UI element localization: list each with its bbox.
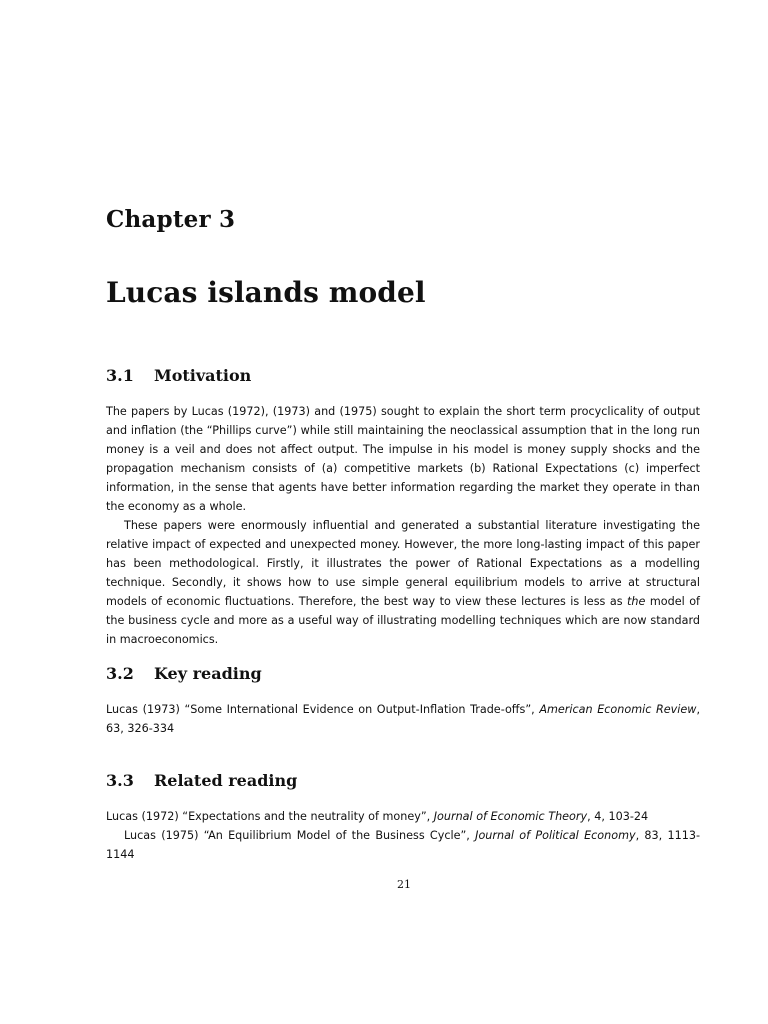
journal-name: American Economic Review: [539, 703, 697, 716]
section-title: Related reading: [154, 771, 298, 790]
section-number: 3.1: [106, 366, 134, 385]
paragraph-text: model of the business cycle and more as a useful way of illustrating modelling techniques which are now standard in macroeconomics.: [106, 595, 700, 646]
reference-text: Lucas (1972) “Expectations and the neutrality of money”,: [106, 810, 434, 823]
paragraph: The papers by Lucas (1972), (1973) and (1975) sought to explain the short term procyclicality of output and inflation (the “Phillips curve”) while still maintaining the neoclassical assumption that in the long run money is a veil and does not affect output. The impulse in his model is money supply shocks and the propagation mechanism consists of (a) competitive markets (b) Rational Expectations (c) imperfect information, in the sense that agents have better information regarding the market they operate in than the economy as a whole.: [106, 405, 700, 513]
related-reading-body: [106, 807, 700, 864]
reference-text: Lucas (1973) “Some International Evidence on Output-Inflation Trade-offs”,: [106, 703, 540, 716]
section-heading-motivation: [106, 366, 251, 385]
paragraph: [106, 516, 700, 649]
reference-text: , 4, 103-24: [587, 810, 649, 823]
key-reading-body: [106, 700, 700, 738]
emphasis-text: the: [627, 595, 646, 608]
section-title: Motivation: [154, 366, 252, 385]
chapter-label: Chapter 3: [106, 206, 236, 233]
reference-item: [106, 826, 700, 864]
section-number: 3.3: [106, 771, 134, 790]
paragraph-text: These papers were enormously influential and generated a substantial literature investigating the relative impact of expected and unexpected money. However, the more long-lasting impact of this paper has been methodological. Firstly, it illustrates the power of Rational Expectations as a modelling technique. Secondly, it shows how to use simple general equilibrium models to arrive at structural models of economic fluctuations. Therefore, the best way to view these lectures is less as: [106, 519, 700, 608]
page-number: 21: [397, 878, 411, 891]
section-heading-key-reading: [106, 664, 262, 683]
reference-text: , 63, 326-334: [106, 703, 700, 735]
section-number: 3.2: [106, 664, 134, 683]
section-heading-related-reading: [106, 771, 297, 790]
chapter-title: Lucas islands model: [106, 276, 426, 309]
reference-item: [106, 700, 700, 738]
reference-text: , 83, 1113-1144: [106, 829, 701, 861]
motivation-body: [106, 402, 700, 649]
reference-item: [106, 807, 700, 826]
journal-name: Journal of Political Economy: [475, 829, 636, 842]
reference-text: Lucas (1975) “An Equilibrium Model of the Business Cycle”,: [124, 829, 476, 842]
journal-name: Journal of Economic Theory: [433, 810, 588, 823]
section-title: Key reading: [154, 664, 262, 683]
